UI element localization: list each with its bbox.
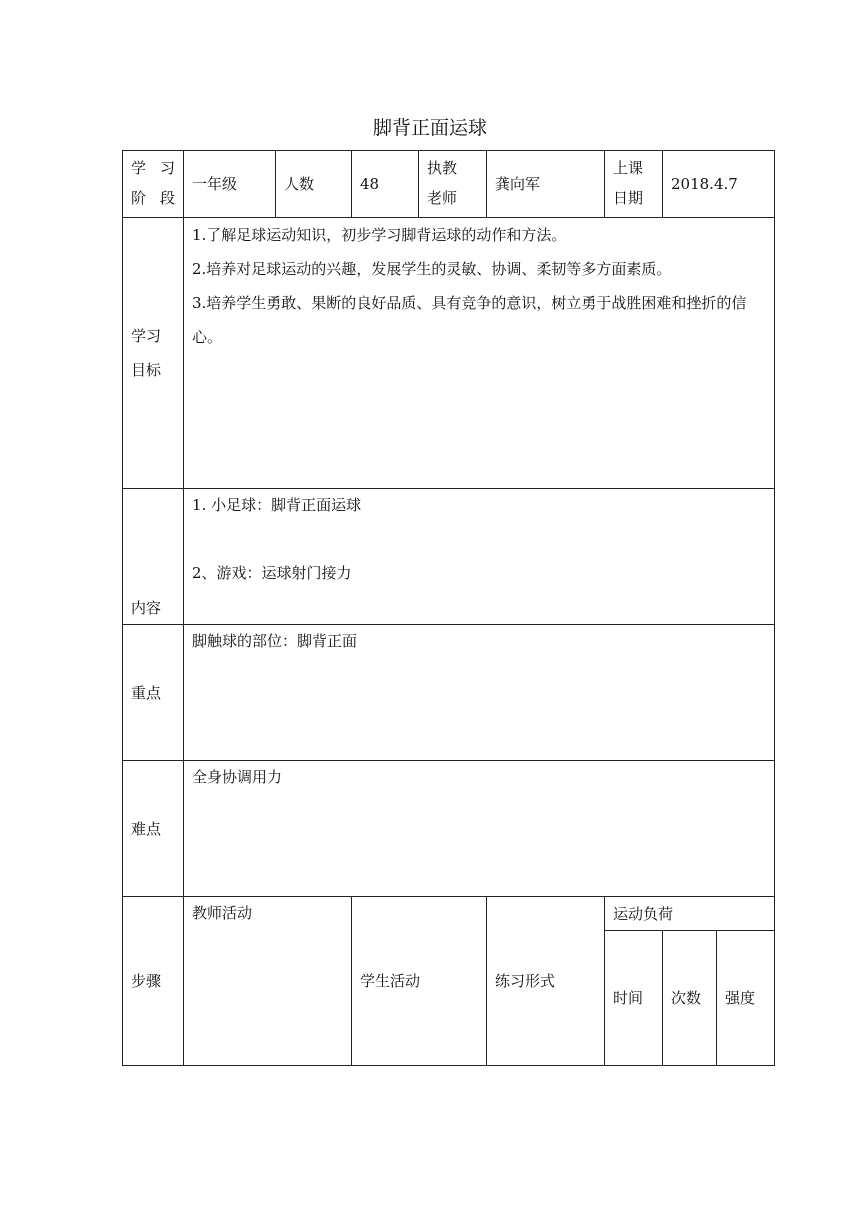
difficulty-row — [123, 761, 775, 897]
teacher-label: 执教 老师 — [419, 151, 487, 218]
count-value: 48 — [352, 151, 419, 218]
objective-item: 3.培养学生勇敢、果断的良好品质、具有竞争的意识，树立勇于战胜困难和挫折的信心。 — [192, 294, 747, 346]
steps-row — [123, 897, 775, 931]
objective-item: 1.了解足球运动知识，初步学习脚背运球的动作和方法。 — [192, 226, 567, 244]
lesson-plan-table — [122, 150, 775, 1066]
content-label: 内容 — [123, 489, 184, 625]
steps-label: 步骤 — [123, 897, 184, 1066]
objectives-row — [123, 218, 775, 489]
objective-item: 2.培养对足球运动的兴趣，发展学生的灵敏、协调、柔韧等多方面素质。 — [192, 260, 672, 278]
teacher-activity-header: 教师活动 — [184, 897, 352, 1066]
stage-label: 学 习 阶段 — [123, 151, 184, 218]
content-list — [184, 489, 775, 625]
teacher-value: 龚向军 — [487, 151, 605, 218]
difficulty-text: 全身协调用力 — [184, 761, 775, 897]
content-item: 2、游戏：运球射门接力 — [192, 564, 352, 582]
reps-header: 次数 — [663, 931, 717, 1066]
page-title: 脚背正面运球 — [372, 117, 487, 139]
student-activity-header: 学生活动 — [352, 897, 487, 1066]
key-point-row — [123, 625, 775, 761]
difficulty-label: 难点 — [123, 761, 184, 897]
header-row — [123, 151, 775, 218]
key-point-text: 脚触球的部位：脚背正面 — [184, 625, 775, 761]
objectives-list — [184, 218, 775, 489]
count-label: 人数 — [276, 151, 352, 218]
time-header: 时间 — [605, 931, 663, 1066]
key-point-label: 重点 — [123, 625, 184, 761]
load-header: 运动负荷 — [605, 897, 775, 931]
content-item: 1. 小足球：脚背正面运球 — [192, 496, 362, 514]
grade-value: 一年级 — [184, 151, 276, 218]
content-row — [123, 489, 775, 625]
practice-form-header: 练习形式 — [487, 897, 605, 1066]
objectives-label: 学习 目标 — [123, 218, 184, 489]
intensity-header: 强度 — [717, 931, 775, 1066]
date-value: 2018.4.7 — [663, 151, 775, 218]
date-label: 上课 日期 — [605, 151, 663, 218]
